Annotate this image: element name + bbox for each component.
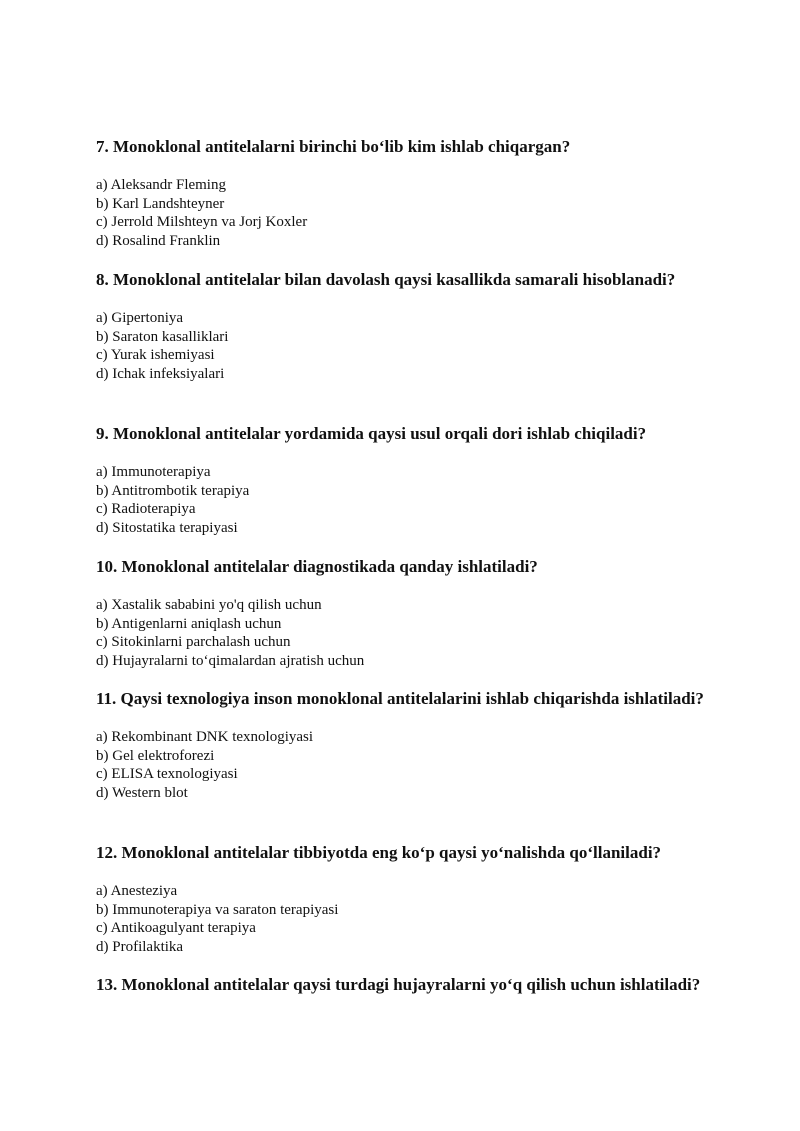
option-d: d) Sitostatika terapiyasi bbox=[96, 519, 238, 536]
option-list bbox=[96, 596, 706, 670]
option-d: d) Profilaktika bbox=[96, 938, 184, 955]
question-13 bbox=[96, 975, 706, 995]
option-list bbox=[96, 309, 706, 383]
option-a: a) Rekombinant DNK texnologiyasi bbox=[96, 729, 314, 745]
question-9 bbox=[96, 424, 706, 537]
option-a: a) Immunoterapiya bbox=[96, 464, 211, 480]
option-c: c) Jerrold Milshteyn va Jorj Koxler bbox=[96, 214, 308, 231]
question-12 bbox=[96, 843, 706, 956]
option-b: b) Karl Landshteyner bbox=[96, 195, 225, 212]
question-title: 7. Monoklonal antitelalarni birinchi bo‘lib kim ishlab chiqargan? bbox=[96, 137, 571, 156]
question-11 bbox=[96, 689, 706, 802]
question-8 bbox=[96, 270, 706, 383]
option-b: b) Gel elektroforezi bbox=[96, 747, 215, 764]
option-c: c) Radioterapiya bbox=[96, 501, 196, 518]
option-b: b) Antigenlarni aniqlash uchun bbox=[96, 615, 282, 632]
option-a: a) Anesteziya bbox=[96, 883, 178, 899]
option-list bbox=[96, 463, 706, 537]
option-d: d) Ichak infeksiyalari bbox=[96, 365, 225, 382]
option-b: b) Immunoterapiya va saraton terapiyasi bbox=[96, 901, 339, 918]
option-list bbox=[96, 176, 706, 250]
option-d: d) Western blot bbox=[96, 784, 188, 801]
question-title: 12. Monoklonal antitelalar tibbiyotda eng ko‘p qaysi yo‘nalishda qo‘llaniladi? bbox=[96, 843, 662, 862]
option-c: c) Antikoagulyant terapiya bbox=[96, 920, 256, 937]
option-c: c) Yurak ishemiyasi bbox=[96, 347, 215, 364]
question-7 bbox=[96, 137, 706, 250]
question-title: 11. Qaysi texnologiya inson monoklonal antitelalarini ishlab chiqarishda ishlatiladi? bbox=[96, 689, 704, 708]
question-title: 9. Monoklonal antitelalar yordamida qaysi usul orqali dori ishlab chiqiladi? bbox=[96, 424, 647, 443]
option-b: b) Saraton kasalliklari bbox=[96, 328, 229, 345]
option-b: b) Antitrombotik terapiya bbox=[96, 482, 250, 499]
question-title: 13. Monoklonal antitelalar qaysi turdagi hujayralarni yo‘q qilish uchun ishlatiladi? bbox=[96, 975, 701, 994]
option-list bbox=[96, 882, 706, 956]
question-10 bbox=[96, 557, 706, 670]
option-d: d) Hujayralarni to‘qimalardan ajratish uchun bbox=[96, 652, 365, 669]
option-c: c) Sitokinlarni parchalash uchun bbox=[96, 634, 291, 651]
question-title: 10. Monoklonal antitelalar diagnostikada qanday ishlatiladi? bbox=[96, 557, 538, 576]
question-title: 8. Monoklonal antitelalar bilan davolash qaysi kasallikda samarali hisoblanadi? bbox=[96, 270, 676, 289]
option-d: d) Rosalind Franklin bbox=[96, 232, 221, 249]
option-list bbox=[96, 728, 706, 802]
option-a: a) Aleksandr Fleming bbox=[96, 177, 226, 193]
option-a: a) Xastalik sababini yo'q qilish uchun bbox=[96, 597, 322, 613]
option-a: a) Gipertoniya bbox=[96, 310, 184, 326]
option-c: c) ELISA texnologiyasi bbox=[96, 766, 238, 783]
